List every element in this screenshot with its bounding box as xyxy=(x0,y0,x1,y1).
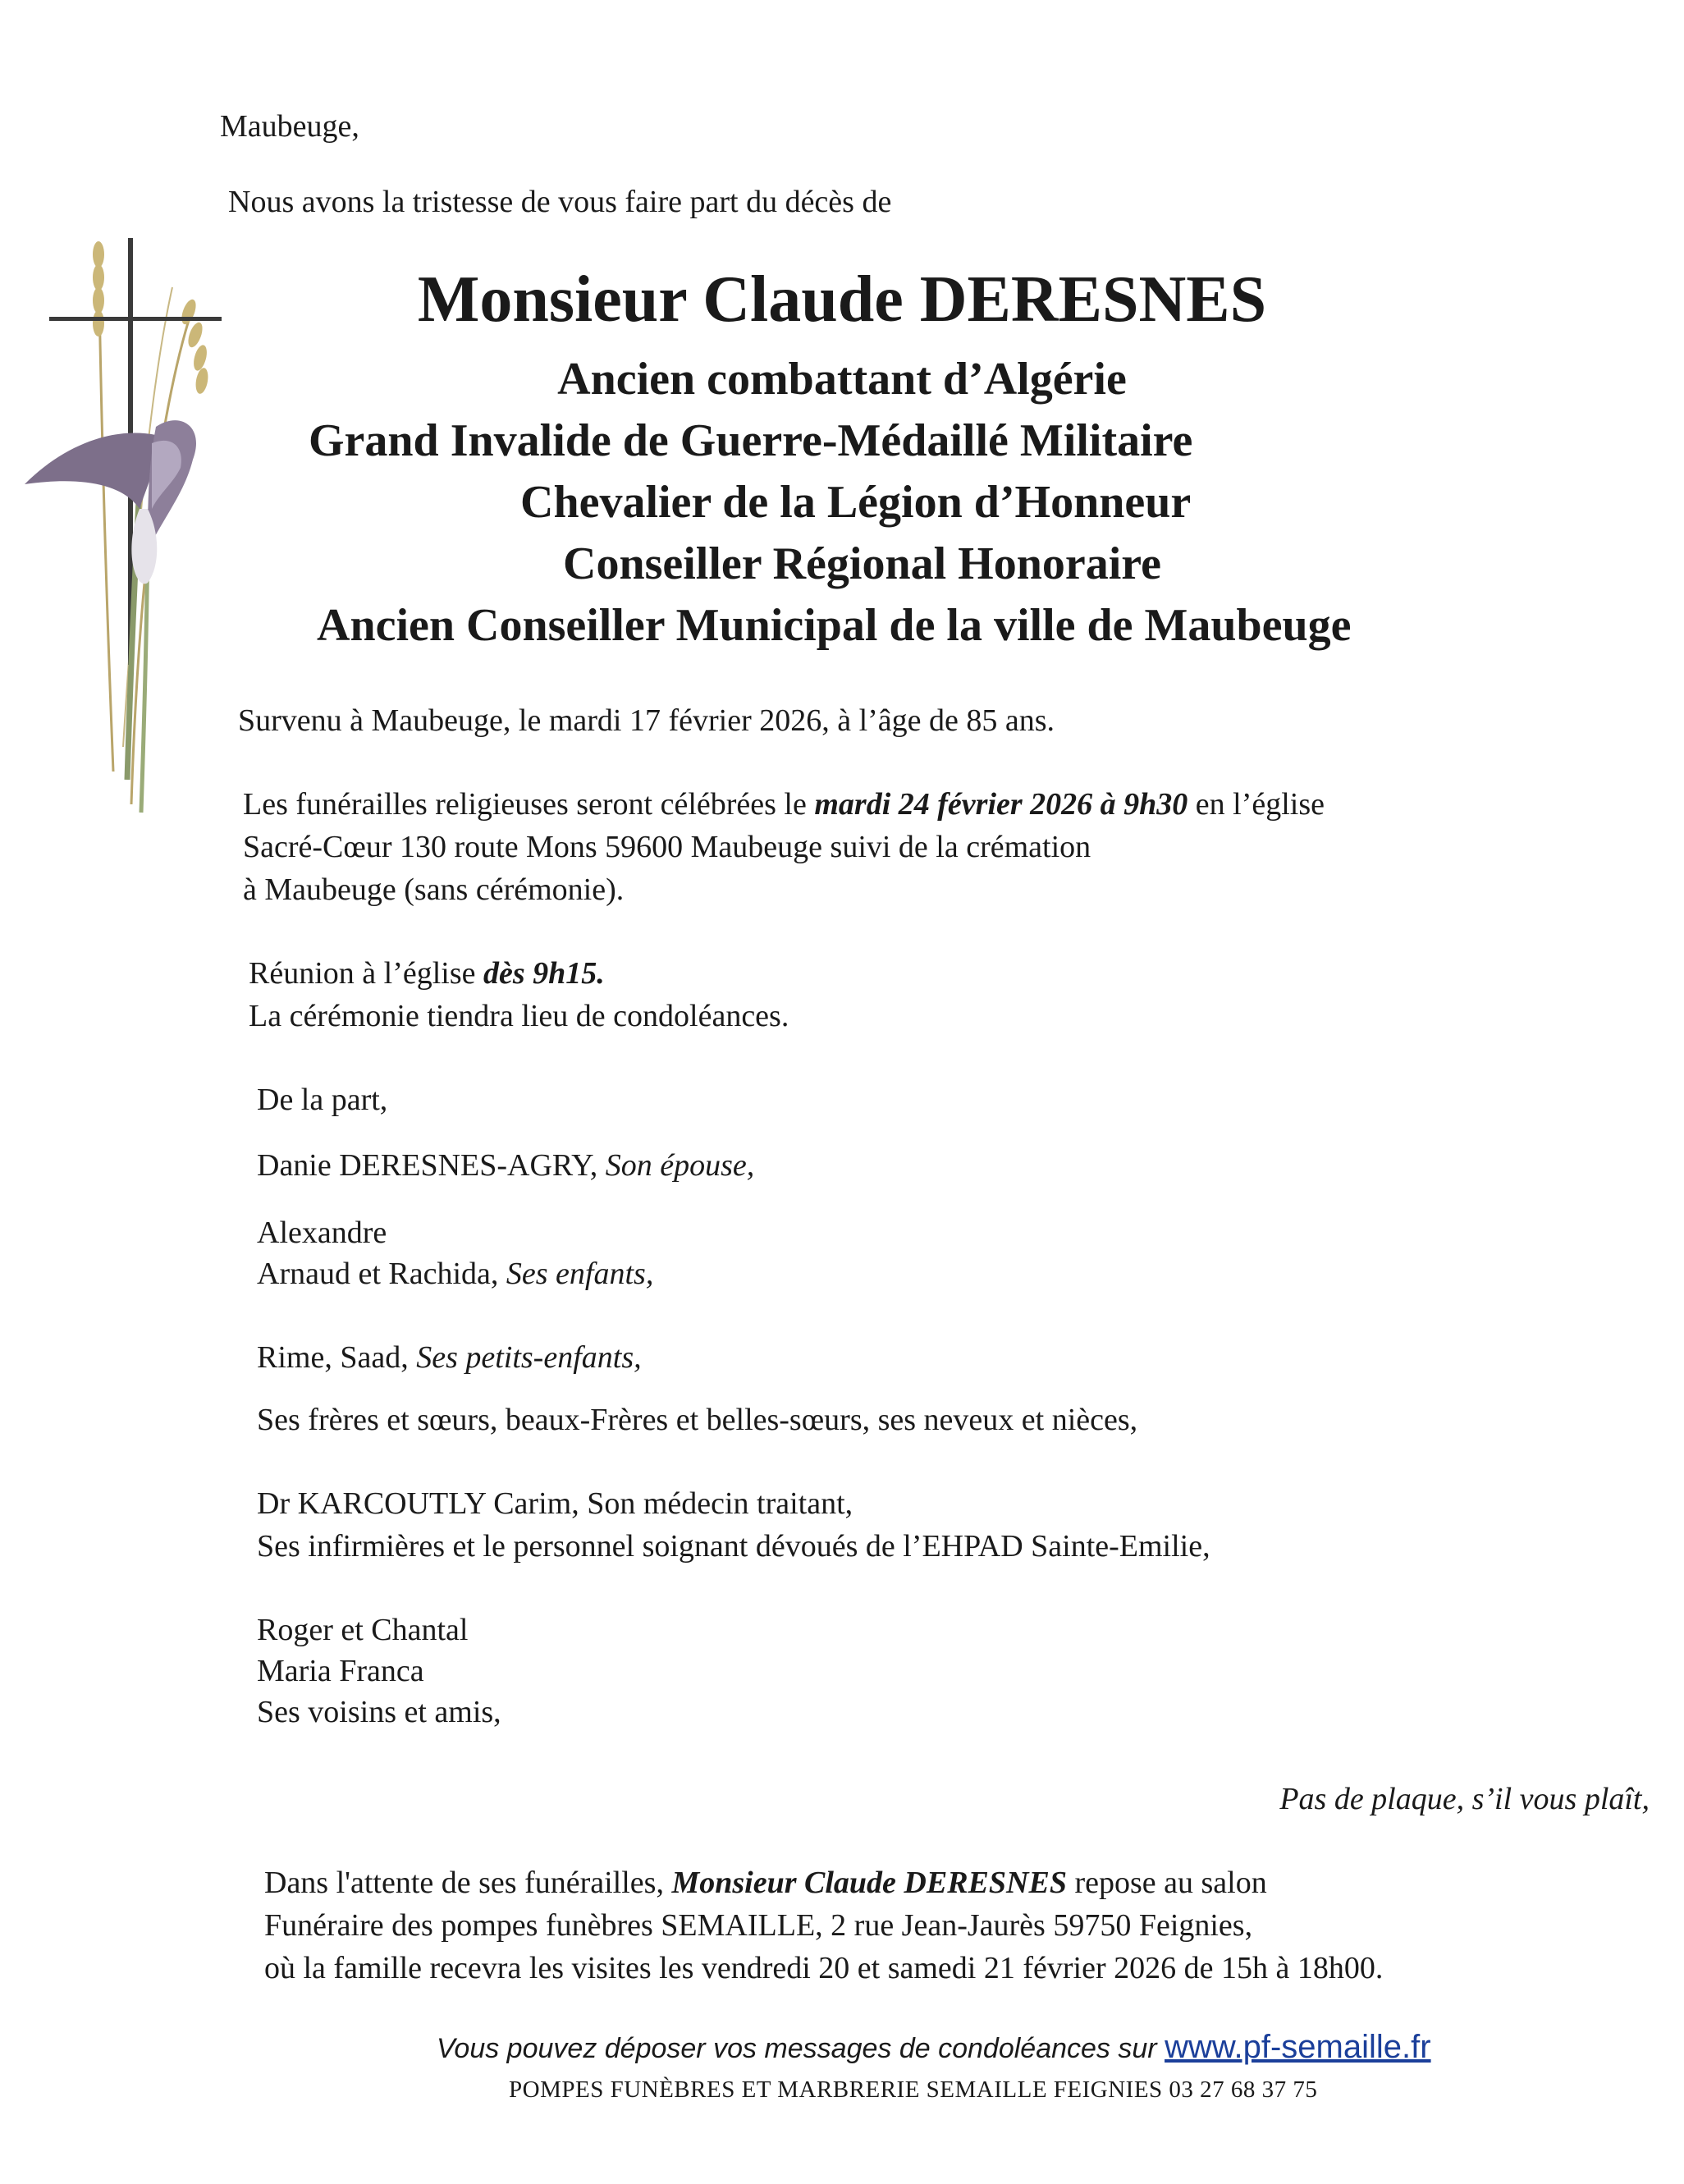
siblings-line: Ses frères et sœurs, beaux-Frères et belles-sœurs, ses neveux et nièces, xyxy=(257,1403,1138,1437)
condolences-line: La cérémonie tiendra lieu de condoléances. xyxy=(249,999,789,1033)
child-2-name: Arnaud et Rachida, xyxy=(257,1257,506,1291)
condolence-message: Vous pouvez déposer vos messages de condoléances sur xyxy=(437,2033,1165,2064)
rest-line-3: où la famille recevra les visites les vendredi 20 et samedi 21 février 2026 de 15h à 18h00. xyxy=(264,1951,1384,1985)
death-notice: Survenu à Maubeuge, le mardi 17 février 2026, à l’âge de 85 ans. xyxy=(238,703,1055,738)
title-4: Conseiller Régional Honoraire xyxy=(563,538,1161,589)
friends-line-3: Ses voisins et amis, xyxy=(257,1695,501,1729)
friends-line-1: Roger et Chantal xyxy=(257,1613,469,1647)
reunion-line xyxy=(249,955,605,993)
title-1: Ancien combattant d’Algérie xyxy=(557,354,1127,405)
children-role: Ses enfants, xyxy=(506,1257,654,1291)
rest-line-2: Funéraire des pompes funèbres SEMAILLE, 2 rue Jean-Jaurès 59750 Feignies, xyxy=(264,1908,1253,1943)
place-line: Maubeuge, xyxy=(220,109,359,144)
spouse-role: Son épouse, xyxy=(605,1148,755,1183)
title-5: Ancien Conseiller Municipal de la ville de Maubeuge xyxy=(317,600,1352,651)
doctor-line: Dr KARCOUTLY Carim, Son médecin traitant, xyxy=(257,1486,853,1521)
website-link[interactable]: www.pf-semaille.fr xyxy=(1165,2029,1431,2065)
condolence-message-line xyxy=(437,2029,1431,2066)
funeral-line-3: à Maubeuge (sans cérémonie). xyxy=(243,872,625,907)
title-3: Chevalier de la Légion d’Honneur xyxy=(520,477,1192,528)
grandchildren-names: Rime, Saad, xyxy=(257,1340,417,1375)
grandchildren-role: Ses petits-enfants, xyxy=(416,1340,642,1375)
title-2: Grand Invalide de Guerre-Médaillé Militaire xyxy=(309,415,1193,466)
reunion-pre: Réunion à l’église xyxy=(249,956,483,991)
intro-line: Nous avons la tristesse de vous faire part du décès de xyxy=(228,185,892,219)
family-intro: De la part, xyxy=(257,1083,388,1117)
funeral-pre: Les funérailles religieuses seront célébrées le xyxy=(243,787,815,822)
nurses-line: Ses infirmières et le personnel soignant dévoués de l’EHPAD Sainte-Emilie, xyxy=(257,1529,1210,1564)
funeral-post: en l’église xyxy=(1187,787,1325,822)
rest-name: Monsieur Claude DERESNES xyxy=(671,1866,1067,1900)
reunion-time: dès 9h15. xyxy=(483,956,605,991)
rest-line-1 xyxy=(264,1865,1267,1902)
company-footer: POMPES FUNÈBRES ET MARBRERIE SEMAILLE FEIGNIES 03 27 68 37 75 xyxy=(509,2076,1318,2103)
no-plaque-line: Pas de plaque, s’il vous plaît, xyxy=(1279,1782,1650,1816)
child-1: Alexandre xyxy=(257,1216,387,1250)
spouse-line xyxy=(257,1147,754,1185)
funeral-date: mardi 24 février 2026 à 9h30 xyxy=(814,787,1188,822)
rest-post: repose au salon xyxy=(1066,1866,1267,1900)
spouse-name: Danie DERESNES-AGRY, xyxy=(257,1148,606,1183)
child-2-line xyxy=(257,1256,653,1293)
grandchildren-line xyxy=(257,1339,642,1377)
funeral-line-2: Sacré-Cœur 130 route Mons 59600 Maubeuge suivi de la crémation xyxy=(243,830,1091,864)
rest-pre: Dans l'attente de ses funérailles, xyxy=(264,1866,672,1900)
deceased-name: Monsieur Claude DERESNES xyxy=(417,263,1267,336)
friends-line-2: Maria Franca xyxy=(257,1654,424,1688)
funeral-line-1 xyxy=(243,786,1325,824)
